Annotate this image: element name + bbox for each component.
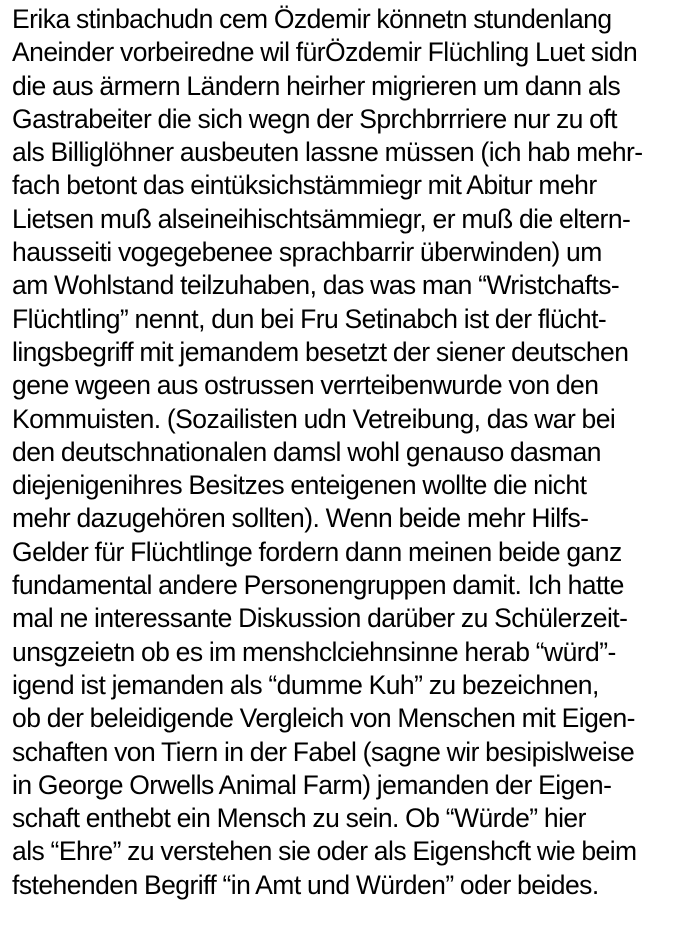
text-line: am Wohlstand teilzuhaben, das was man “Wristchafts-	[12, 270, 620, 301]
text-line: fundamental andere Personengruppen damit. Ich hatte	[12, 570, 624, 601]
text-line: Flüchtling” nennt, dun bei Fru Setinabch ist der flücht-	[12, 303, 607, 334]
text-line: als “Ehre” zu verstehen sie oder als Eigenshcft wie beim	[12, 836, 637, 867]
text-line: mal ne interessante Diskussion darüber zu Schülerzeit-	[12, 603, 628, 634]
text-line: gene wgeen aus ostrussen verrteibenwurde von den	[12, 370, 599, 401]
text-line: Gelder für Flüchtlinge fordern dann meinen beide ganz	[12, 536, 622, 567]
text-line: fach betont das eintüksichstämmiegr mit Abitur mehr	[12, 170, 597, 201]
text-line: mehr dazugehören sollten). Wenn beide mehr Hilfs-	[12, 503, 589, 534]
text-line: Kommuisten. (Sozailisten udn Vetreibung, das war bei	[12, 403, 616, 434]
text-line: diejenigenihres Besitzes enteigenen wollte die nicht	[12, 470, 587, 501]
text-line: Erika stinbachudn cem Özdemir könnetn stundenlang	[12, 4, 612, 34]
text-line: ob der beleidigende Vergleich von Menschen mit Eigen-	[12, 703, 635, 734]
text-line: igend ist jemanden als “dumme Kuh” zu bezeichnen,	[12, 669, 599, 700]
text-line: die aus ärmern Ländern heirher migrieren um dann als	[12, 70, 621, 101]
text-line: Gastrabeiter die sich wegn der Sprchbrrriere nur zu oft	[12, 103, 617, 134]
text-line: in George Orwells Animal Farm) jemanden der Eigen-	[12, 769, 612, 800]
text-line: lingsbegriff mit jemandem besetzt der siener deutschen	[12, 336, 629, 367]
body-paragraph	[12, 3, 680, 902]
text-line: hausseiti vogegebenee sprachbarrir überwinden) um	[12, 237, 602, 268]
text-line: Lietsen muß alseineihischtsämmiegr, er muß die eltern-	[12, 203, 631, 234]
text-line: den deutschnationalen damsl wohl genauso dasman	[12, 436, 601, 467]
text-line: fstehenden Begriff “in Amt und Würden” oder beides.	[12, 869, 599, 900]
text-line: als Billiglöhner ausbeuten lassne müssen (ich hab mehr-	[12, 137, 643, 168]
text-line: Aneinder vorbeiredne wil fürÖzdemir Flüchling Luet sidn	[12, 37, 638, 68]
text-line: schaften von Tiern in der Fabel (sagne wir besipislweise	[12, 736, 635, 767]
text-line: unsgzeietn ob es im menshclciehnsinne herab “würd”-	[12, 636, 616, 667]
text-line: schaft enthebt ein Mensch zu sein. Ob “Würde” hier	[12, 803, 586, 834]
